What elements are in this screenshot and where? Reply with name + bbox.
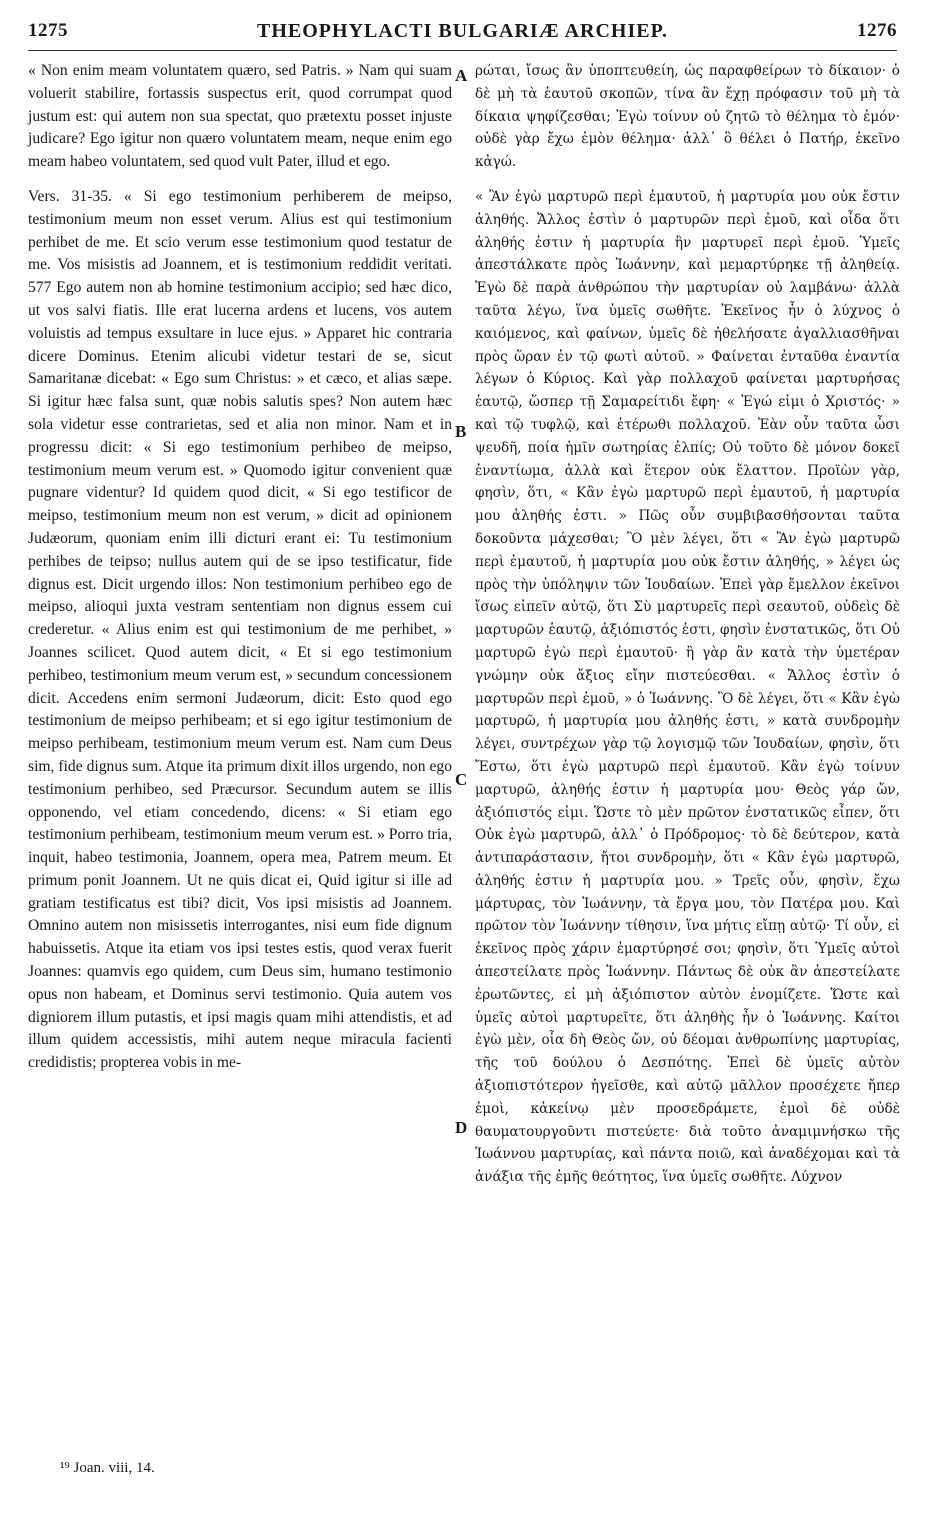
- greek-paragraph-2: « Ἂν ἐγὼ μαρτυρῶ περὶ ἐμαυτοῦ, ἡ μαρτυρία μου οὐκ ἔστιν ἀληθής. Ἄλλος ἐστὶν ὁ μαρτυρῶν περὶ ἐμοῦ, καὶ οἶδα ὅτι ἀληθής ἐστιν ἡ μαρτυρία ἣν μαρτυρεῖ περὶ ἐμοῦ. Ὑμεῖς ἀπεστάλκατε πρὸς Ἰωάννην, καὶ μεμαρτύρηκε τῇ ἀληθείᾳ. Ἐγὼ δὲ παρὰ ἀνθρώπου τὴν μαρτυρίαν οὐ λαμβάνω· ἀλλὰ ταῦτα λέγω, ἵνα ὑμεῖς σωθῆτε. Ἐκεῖνος ἦν ὁ λύχνος ὁ καιόμενος, καὶ φαίνων, ὑμεῖς δὲ ἠθελήσατε ἀγαλλιασθῆναι πρὸς ὥραν ἐν τῷ φωτὶ αὐτοῦ. » Φαίνεται ἐνταῦθα ἐναντία λέγων ὁ Κύριος. Καὶ γὰρ πολλαχοῦ φαίνεται μαρτυρήσας ἑαυτῷ, ὥσπερ τῇ Σαμαρείτιδι ἔφη· « Ἐγώ εἰμι ὁ Χριστός· » καὶ τῷ τυφλῷ, καὶ ἑτέρωθι πολλαχοῦ. Ἐὰν οὖν ταῦτα ὦσι ψευδῆ, ποία ἡμῖν σωτηρίας ἐλπίς; Οὐ τοῦτο δὲ μόνον δοκεῖ ἐναντίωμα, ἀλλὰ καὶ ἕτερον οὐκ ἔλαττον. Προϊὼν γὰρ, φησὶν, ὅτι, « Κἂν ἐγὼ μαρτυρῶ περὶ ἐμαυτοῦ, ἡ μαρτυρία μου ἀληθής ἐστι. » Πῶς οὖν συμβιβασθήσονται ταῦτα δοκοῦντα μάχεσθαι; Ὃ μὲν λέγει, ὅτι « Ἂν ἐγὼ μαρτυρῶ περὶ ἐμαυτοῦ, ἡ μαρτυρία μου οὐκ ἔστιν ἀληθής, » λέγει ὡς πρὸς τὴν ὑπόληψιν τῶν Ἰουδαίων. Ἐπεὶ γὰρ ἔμελλον ἐκεῖνοι ἴσως εἰπεῖν αὐτῷ, ὅτι Σὺ μαρτυρεῖς περὶ σεαυτοῦ, οὐδεὶς δὲ μαρτυρῶν ἑαυτῷ, ἀξιόπιστός ἐστι, φησὶν ἐνστατικῶς, ὅτι Οὐ μαρτυρῶ ἐγὼ περὶ ἐμαυτοῦ· ἢ γὰρ ἂν κατὰ τὴν ὑμετέραν γνώμην οὐκ ἄξιος εἴην πιστεύεσθαι. « Ἄλλος ἐστὶν ὁ μαρτυρῶν περὶ ἐμοῦ, » ὁ Ἰωάννης. Ὃ δὲ λέγει, ὅτι « Κἂν ἐγὼ μαρτυρῶ, ἡ μαρτυρία μου ἀληθής ἐστι, » κατὰ συνδρομὴν λέγει, συντρέχων γὰρ τῷ λογισμῷ τῶν Ἰουδαίων, φησὶν, ὅτι Ἔστω, ὅτι ἐγὼ μαρτυρῶ περὶ ἐμαυτοῦ. Κἂν ἐγὼ τοίνυν μαρτυρῶ, ἀληθής ἐστιν ἡ μαρτυρία μου· Θεὸς γάρ ὤν, ἀξιόπιστός εἰμι. Ὥστε τὸ μὲν πρῶτον ἐνστατικῶς εἶπεν, ὅτι Οὐκ ἐγὼ μαρτυρῶ, ἀλλ᾽ ὁ Πρόδρομος· τὸ δὲ δεύτερον, κατὰ ἀντιπαράστασιν, ἤτοι συνδρομὴν, ὅτι « Κἂν ἐγὼ μαρτυρῶ, ἀληθής ἐστιν ἡ μαρτυρία μου. » Τρεῖς οὖν, φησὶν, ἔχω μάρτυρας, τὸν Ἰωάννην, τὰ ἔργα μου, τὸν Πατέρα μου. Καὶ πρῶτον τὸν Ἰωάννην τίθησιν, ἵνα μήτις εἴπῃ αὐτῷ· Τί οὖν, εἰ ἐκεῖνος πρὸς χάριν ἐμαρτύρησέ σοι; φησὶν, ὅτι Ὑμεῖς αὐτοὶ ἀπεστείλατε πρὸς Ἰωάννην. Πάντως δὲ οὐκ ἂν ἀπεστείλατε ἐρωτῶντες, εἰ μὴ ἀξιόπιστον αὐτὸν ἐνομίζετε. Ὥστε καὶ ὑμεῖς αὐτοὶ μαρτυρεῖτε, ὅτι ἀληθὴς ἦν ὁ Ἰωάννης. Καίτοι ἐγὼ μὲν, οἷα δὴ Θεὸς ὤν, οὐ δέομαι ἀνθρωπίνης μαρτυρίας, τῆς τοῦ δούλου ὁ Δεσπότης. Ἐπεὶ δὲ ὑμεῖς αὐτὸν ἀξιοπιστότερον ἡγεῖσθε, καὶ αὐτῷ μᾶλλον προσέχετε ἤπερ ἐμοὶ, κἀκείνῳ μὲν προσεδράμετε, ἐμοὶ δὲ οὐδὲ θαυματουργοῦντι πιστεύετε· διὰ τοῦτο ἀναμιμνήσκω τῆς Ἰωάννου μαρτυρίας, καὶ πάντα ποιῶ, καὶ ἀναδέχομαι καὶ τὰ ἀνάξια τῆς ἐμῆς θεότητος, ἵνα ὑμεῖς σωθῆτε. Λύχνον: [475, 188, 900, 1186]
- greek-column: [475, 60, 900, 1189]
- section-marker-d: D: [455, 1118, 468, 1137]
- latin-paragraph-1: « Non enim meam voluntatem quæro, sed Patris. » Nam qui suam voluerit stabilire, fortassis suspectus erit, quod corrumpat quod justum est: qui autem non sua spectat, quo prætextu posset injuste judicare? Ego igitur non quæro voluntatem meam, neque enim ego meam habeo voluntatem, sed quod vult Pater, illud et ego.: [28, 62, 452, 171]
- latin-column: [28, 60, 452, 1075]
- section-marker-b: B: [455, 422, 467, 441]
- running-title: THEOPHYLACTI BULGARIÆ ARCHIEP.: [257, 19, 668, 42]
- right-page-number: 1276: [857, 20, 897, 41]
- footnote: ¹⁹ Joan. viii, 14.: [60, 1460, 155, 1476]
- header-rule: [28, 50, 897, 51]
- section-marker-c: C: [455, 770, 468, 789]
- latin-paragraph-2: Vers. 31-35. « Si ego testimonium perhiberem de meipso, testimonium meum non esset verum. Alius est qui testimonium perhibet de me. Et scio verum esse testimonium quod testatur de me. Vos misistis ad Joannem, et is testimonium reddidit veritati. 577 Ego autem non ab homine testimonium accipio; sed hæc dico, ut vos salvi fiatis. Ille erat lucerna ardens et lucens, vos autem voluistis ad tempus exsultare in luce ejus. » Apparet hic contraria dicere Dominus. Etenim alicubi videtur testari de se, sicut Samaritanæ dicebat: « Ego sum Christus: » et cæco, et alias sæpe. Si igitur hæc falsa sunt, quæ nobis salutis spes? Non autem hæc sola videtur esse contrarietas, sed et alia non minor. Nam et in progressu dicit: « Si ego testimonium perhibeo de meipso, testimonium meum verum est. » Quomodo igitur convenient quæ pugnare videntur? Id quidem quod dicit, « Si ego testificor de meipso, testimonium meum non est verum, » dicit ad opinionem Judæorum, quoniam enim illi dicturi erant ei: Tu testimonium perhibes de teipso; nullus autem qui de se ipso testificatur, fide dignus est. Dicit urgendo illos: Non testimonium perhibeo ego de meipso, alioqui juxta vestram sententiam non dignus essem cui crederetur. « Alius enim est qui testimonium de me perhibet, » Joannes scilicet. Quod autem dicit, « Et si ego testimonium perhibeo, testimonium meum verum est, » secundum concessionem dicit. Accedens enim sermoni Judæorum, dicit: Esto quod ego testimonium de meipso perhibeam; et si ego igitur testimonium de meipso perhibeam, testimonium meum verum est. Nam cum Deus sim, fide dignus sum. Atque ita primum dixit illos urgendo, non ego testimonium perhibeo, sed Præcursor. Secundum autem se illis opponendo, vel etiam concedendo, dicens: « Si etiam ego testimonium perhibeam, testimonium meum verum est. » Porro tria, inquit, habeo testimonia, Joannem, opera mea, Patrem meum. Et primum ponit Joannem. Ut ne quis dicat ei, Quid igitur si ille ad gratiam testificatus est tibi? dicit, Vos ipsi misistis ad Joannem. Omnino autem non misissetis interrogantes, nisi eum fide dignum habuissetis. Atque ita etiam vos ipsi testes estis, quod verax fuerit Joannes: quamvis ego quidem, cum Deus sim, humano testimonio opus non habeam, et Dominus servi testimonio. Quia autem vos digniorem illum putastis, et ipsi magis quam mihi attendistis, et ad illum quidem accessistis, mihi autem neque miracula facienti credidistis; propterea vobis in me-: [28, 187, 452, 1072]
- left-page-number: 1275: [28, 20, 68, 41]
- running-header: [28, 14, 897, 48]
- section-marker-a: A: [455, 66, 468, 85]
- greek-paragraph-1: ρώται, ἴσως ἂν ὑποπτευθείη, ὡς παραφθείρων τὸ δίκαιον· ὁ δὲ μὴ τὰ ἑαυτοῦ σκοπῶν, τίνα ἂν ἔχῃ πρόφασιν τοῦ μὴ τὰ δίκαια ψηφίζεσθαι; Ἐγὼ τοίνυν οὐ ζητῶ τὸ θέλημα τὸ ἐμόν· οὐδὲ γὰρ ἔχω ἐμὸν θέλημα· ἀλλ᾽ ὃ θέλει ὁ Πατήρ, ἐκεῖνο κἀγώ.: [475, 63, 900, 171]
